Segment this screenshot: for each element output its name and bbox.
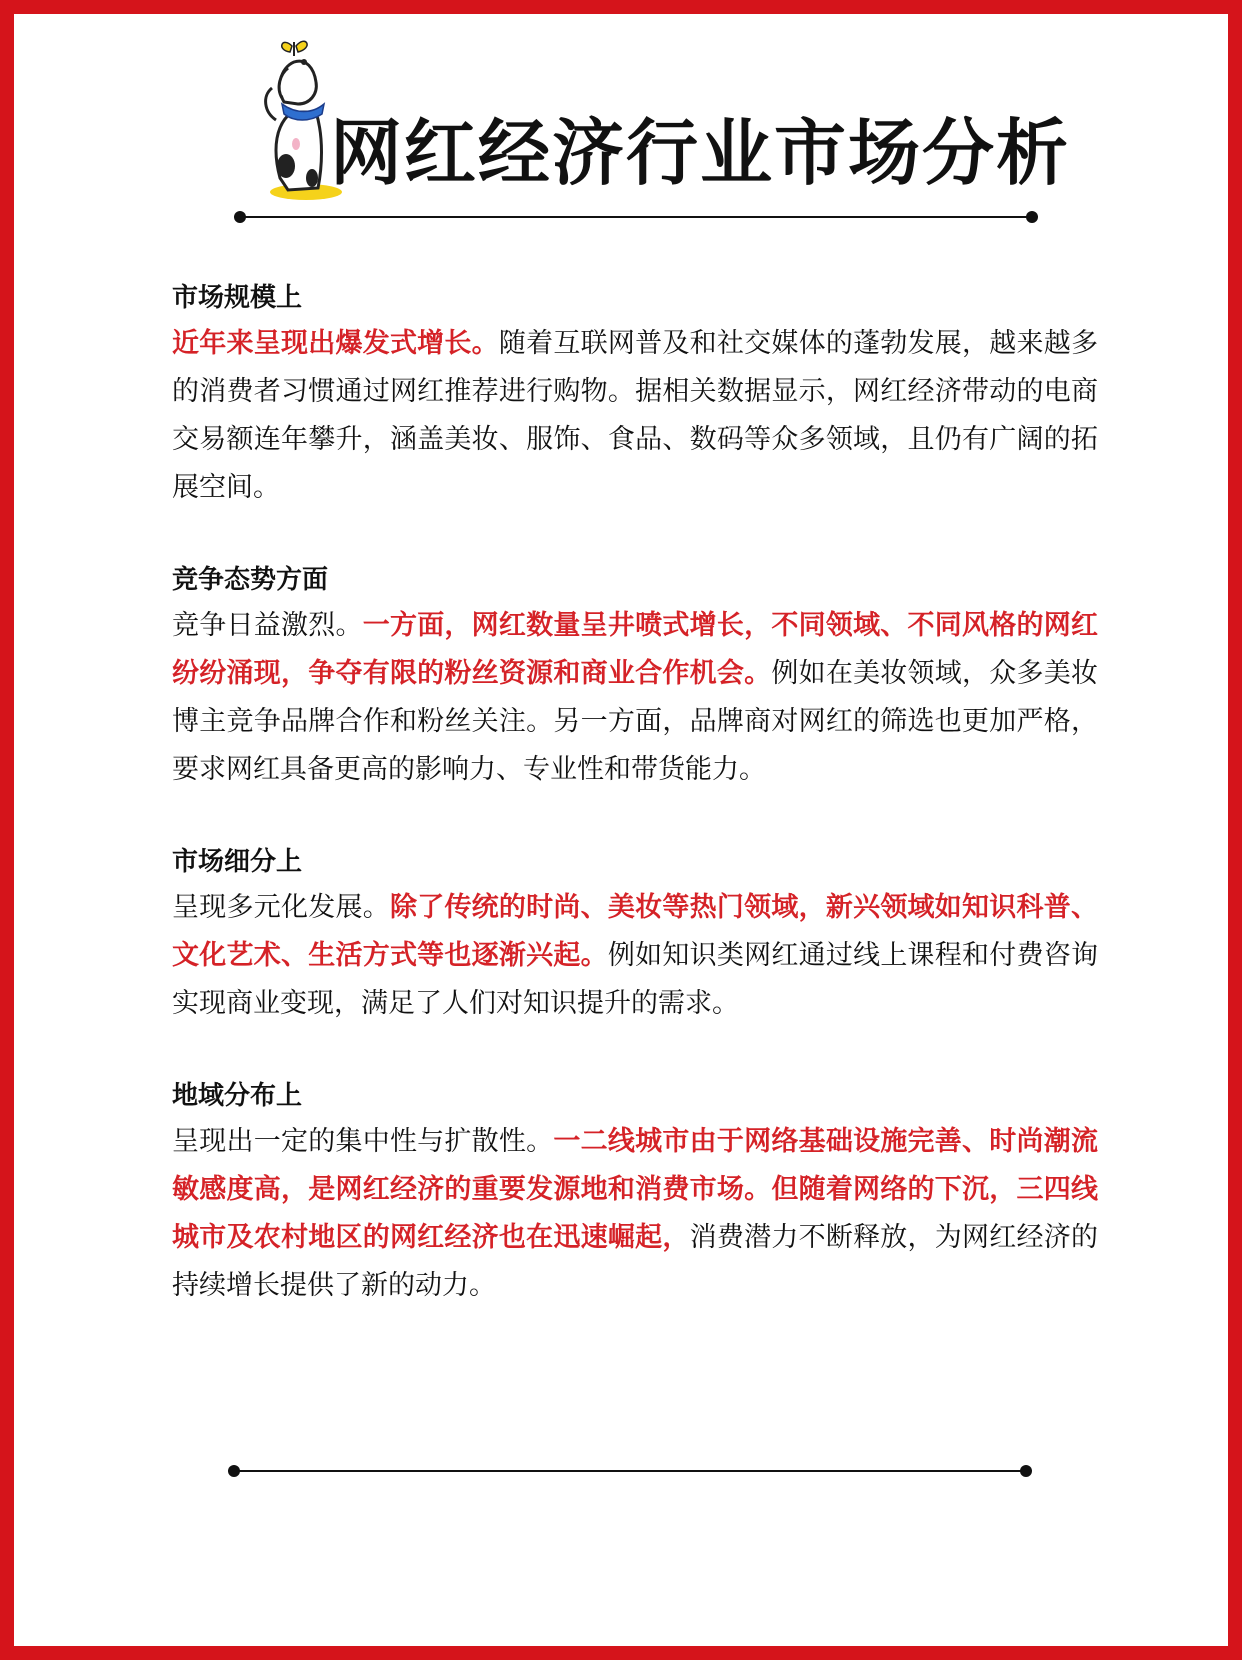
paragraph-text: 呈现出一定的集中性与扩散性。 (172, 1126, 554, 1157)
highlighted-text: 一方面，网红数量呈井喷式增长，不同领域、不同风格的网红纷纷涌现，争夺有限的粉丝资源和商业合作机会。 (172, 610, 1099, 689)
section-market-segmentation (172, 840, 1098, 1028)
section-regional-distribution (172, 1074, 1098, 1310)
paragraph-text: 例如在美妆领域，众多美妆博主竞争品牌合作和粉丝关注。另一方面，品牌商对网红的筛选也更加严格，要求网红具备更高的影响力、专业性和带货能力。 (172, 658, 1099, 785)
section-heading: 市场规模上 (172, 283, 303, 313)
section-heading: 竞争态势方面 (172, 565, 329, 595)
highlighted-text: 除了传统的时尚、美妆等热门领域，新兴领域如知识科普、文化艺术、生活方式等也逐渐兴起。 (172, 892, 1099, 971)
paragraph-text: 例如知识类网红通过线上课程和付费咨询实现商业变现，满足了人们对知识提升的需求。 (172, 940, 1099, 1019)
highlighted-text: 近年来呈现出爆发式增长。 (172, 328, 499, 359)
section-competition (172, 558, 1098, 794)
article-body (172, 276, 1098, 1356)
section-paragraph (172, 884, 1098, 1028)
section-heading: 市场细分上 (172, 847, 303, 877)
section-heading: 地域分布上 (172, 1081, 303, 1111)
section-market-size (172, 276, 1098, 512)
divider-dot (234, 211, 246, 223)
section-paragraph (172, 602, 1098, 794)
section-paragraph (172, 320, 1098, 512)
paragraph-text: 呈现多元化发展。 (172, 892, 390, 923)
paragraph-text: 随着互联网普及和社交媒体的蓬勃发展，越来越多的消费者习惯通过网红推荐进行购物。据相关数据显示，网红经济带动的电商交易额连年攀升，涵盖美妆、服饰、食品、数码等众多领域，且仍有广阔的拓展空间。 (172, 328, 1099, 503)
divider-dot (228, 1465, 240, 1477)
paragraph-text: 消费潜力不断释放，为网红经济的持续增长提供了新的动力。 (172, 1222, 1099, 1301)
divider-dot (1020, 1465, 1032, 1477)
section-paragraph (172, 1118, 1098, 1310)
paragraph-text: 竞争日益激烈。 (172, 610, 363, 641)
title-divider (240, 216, 1032, 218)
footer-divider (234, 1470, 1026, 1472)
page-title: 网红经济行业市场分析 (330, 111, 1071, 195)
highlighted-text: 一二线城市由于网络基础设施完善、时尚潮流敏感度高，是网红经济的重要发源地和消费市场。但随着网络的下沉，三四线城市及农村地区的网红经济也在迅速崛起， (172, 1126, 1099, 1253)
divider-dot (1026, 211, 1038, 223)
